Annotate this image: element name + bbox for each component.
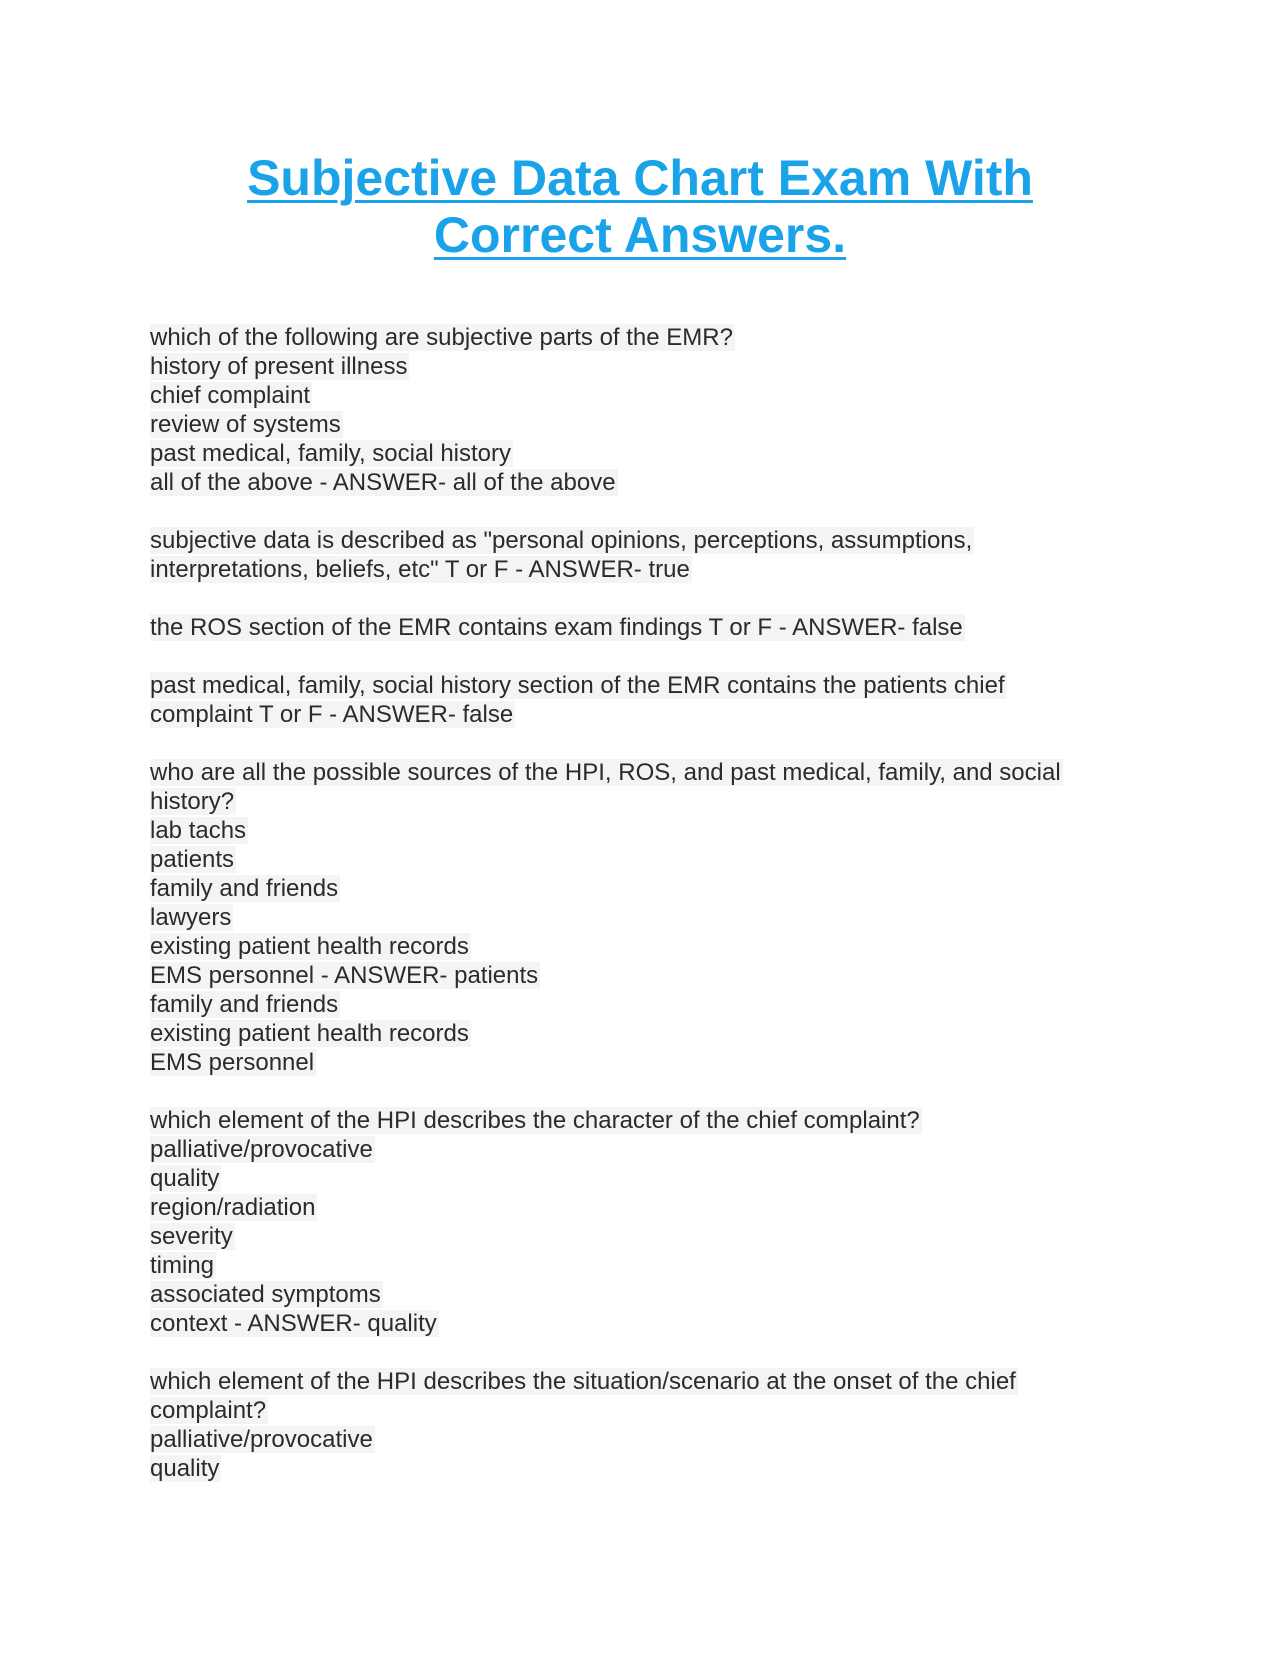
qa-line-text: severity	[150, 1223, 233, 1250]
qa-line	[150, 1367, 1150, 1396]
qa-line	[150, 758, 1150, 787]
qa-line	[150, 1222, 1150, 1251]
qa-line	[150, 845, 1150, 874]
qa-line-text: which element of the HPI describes the character of the chief complaint?	[150, 1107, 920, 1134]
qa-line-text: lab tachs	[150, 817, 247, 844]
qa-line-text: subjective data is described as "personal opinions, perceptions, assumptions,	[150, 527, 973, 554]
qa-line	[150, 1019, 1150, 1048]
qa-line	[150, 381, 1150, 410]
qa-line	[150, 961, 1150, 990]
qa-line-text: family and friends	[150, 991, 339, 1018]
qa-line	[150, 903, 1150, 932]
qa-line-text: past medical, family, social history	[150, 440, 512, 467]
qa-line-text: EMS personnel - ANSWER- patients	[150, 962, 539, 989]
qa-line-text: existing patient health records	[150, 1020, 469, 1047]
qa-line	[150, 410, 1150, 439]
document-title	[120, 150, 1160, 264]
qa-line	[150, 932, 1150, 961]
qa-line-text: the ROS section of the EMR contains exam findings T or F - ANSWER- false	[150, 614, 963, 641]
qa-line-text: quality	[150, 1455, 220, 1482]
qa-line	[150, 1309, 1150, 1338]
qa-line-text: review of systems	[150, 411, 341, 438]
qa-line	[150, 1280, 1150, 1309]
qa-line-text: complaint?	[150, 1397, 267, 1424]
qa-line	[150, 1164, 1150, 1193]
qa-line	[150, 816, 1150, 845]
qa-line	[150, 874, 1150, 903]
qa-line	[150, 613, 1150, 642]
qa-line-text: all of the above - ANSWER- all of the above	[150, 469, 616, 496]
qa-line	[150, 671, 1150, 700]
qa-line	[150, 1251, 1150, 1280]
qa-line-text: interpretations, beliefs, etc" T or F - ANSWER- true	[150, 556, 690, 583]
qa-line-text: palliative/provocative	[150, 1136, 373, 1163]
qa-line-text: history?	[150, 788, 235, 815]
qa-line-text: palliative/provocative	[150, 1426, 373, 1453]
qa-block	[150, 323, 1150, 497]
qa-line-text: family and friends	[150, 875, 339, 902]
qa-line-text: complaint T or F - ANSWER- false	[150, 701, 514, 728]
qa-line	[150, 352, 1150, 381]
qa-line-text: quality	[150, 1165, 220, 1192]
qa-line-text: existing patient health records	[150, 933, 469, 960]
qa-line-text: lawyers	[150, 904, 232, 931]
qa-line-text: context - ANSWER- quality	[150, 1310, 437, 1337]
title-line-2: Correct Answers.	[433, 207, 847, 263]
qa-line	[150, 1048, 1150, 1077]
qa-line	[150, 700, 1150, 729]
qa-line	[150, 323, 1150, 352]
qa-line-text: patients	[150, 846, 235, 873]
qa-block	[150, 613, 1150, 642]
qa-block	[150, 1106, 1150, 1338]
qa-line	[150, 526, 1150, 555]
qa-line	[150, 1425, 1150, 1454]
qa-block	[150, 1367, 1150, 1483]
qa-block	[150, 526, 1150, 584]
qa-line	[150, 1135, 1150, 1164]
qa-line	[150, 1396, 1150, 1425]
qa-line	[150, 1106, 1150, 1135]
qa-line	[150, 439, 1150, 468]
qa-line-text: timing	[150, 1252, 215, 1279]
qa-block	[150, 671, 1150, 729]
qa-line-text: who are all the possible sources of the HPI, ROS, and past medical, family, and social	[150, 759, 1061, 786]
qa-line	[150, 787, 1150, 816]
qa-line-text: associated symptoms	[150, 1281, 381, 1308]
qa-line-text: EMS personnel	[150, 1049, 315, 1076]
qa-line	[150, 555, 1150, 584]
qa-line	[150, 1454, 1150, 1483]
title-line-1: Subjective Data Chart Exam With	[247, 150, 1033, 206]
qa-block	[150, 758, 1150, 1077]
qa-line-text: history of present illness	[150, 353, 408, 380]
qa-line-text: which element of the HPI describes the situation/scenario at the onset of the chief	[150, 1368, 1016, 1395]
qa-list	[150, 323, 1150, 1512]
qa-line-text: region/radiation	[150, 1194, 316, 1221]
qa-line-text: which of the following are subjective parts of the EMR?	[150, 324, 733, 351]
qa-line	[150, 468, 1150, 497]
qa-line-text: chief complaint	[150, 382, 311, 409]
qa-line-text: past medical, family, social history section of the EMR contains the patients chief	[150, 672, 1005, 699]
qa-line	[150, 990, 1150, 1019]
qa-line	[150, 1193, 1150, 1222]
